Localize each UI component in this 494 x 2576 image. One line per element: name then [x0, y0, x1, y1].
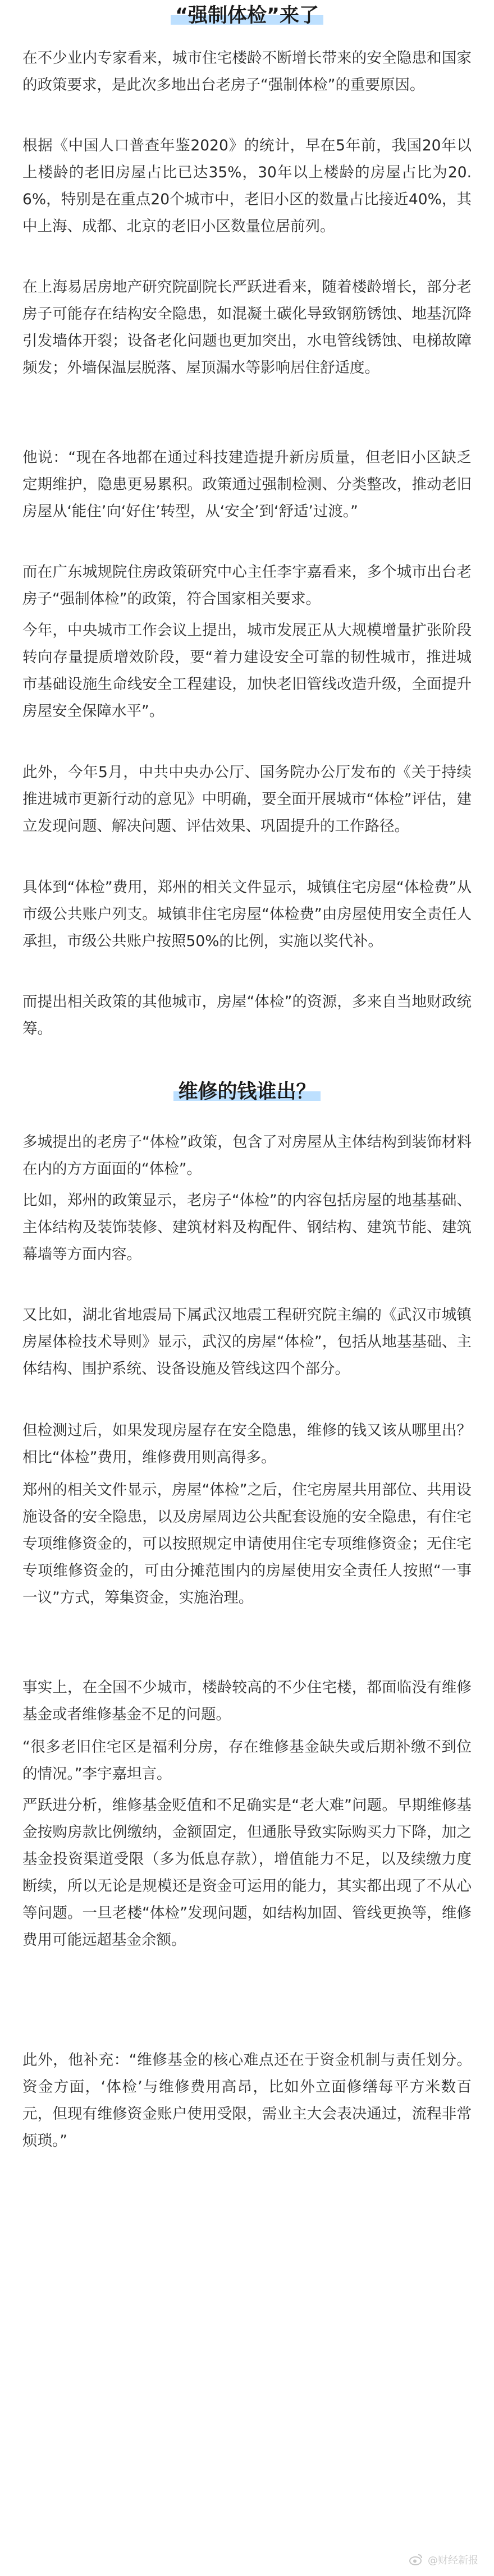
article-paragraph: 今年，中央城市工作会议上提出，城市发展正从大规模增量扩张阶段转向存量提质增效阶段，要“着力建设安全可靠的韧性城市，推进城市基础设施生命线安全工程建设，加快老旧管线改造升级，全面提升房屋安全保障水平”。: [22, 622, 472, 720]
article-paragraph: 事实上，在全国不少城市，楼龄较高的不少住宅楼，都面临没有维修基金或者维修基金不足的问题。: [22, 1679, 472, 1723]
article-paragraph: 此外，今年5月，中共中央办公厅、国务院办公厅发布的《关于持续推进城市更新行动的意见》中明确，要全面开展城市“体检”评估，建立发现问题、解决问题、评估效果、巩固提升的工作路径。: [22, 764, 472, 835]
article-paragraph: “很多老旧住宅区是福利分房，存在维修基金缺失或后期补缴不到位的情况。”李宇嘉坦言。: [22, 1738, 472, 1783]
article-paragraph: 多城提出的老房子“体检”政策，包含了对房屋从主体结构到装饰材料在内的方方面面的“体检”。: [22, 1133, 472, 1178]
section-heading-repair-funds: [0, 1076, 494, 1104]
watermark-text: @财经新报: [428, 2555, 478, 2566]
article-paragraph: 严跃进分析，维修基金贬值和不足确实是“老大难”问题。早期维修基金按购房款比例缴纳，金额固定，但通胀导致实际购买力下降，加之基金投资渠道受限（多为低息存款），增值能力不足，以及续缴力度断续，所以无论是规模还是资金可运用的能力，其实都出现了不从心等问题。一旦老楼“体检”发现问题，如结构加固、管线更换等，维修费用可能远超基金余额。: [22, 1797, 472, 1949]
article-paragraph: 此外，他补充：“维修基金的核心难点还在于资金机制与责任划分。资金方面，‘体检’与维修费用高昂，比如外立面修缮每平方米数百元，但现有维修资金账户使用受限，需业主大会表决通过，流程非常烦琐。”: [22, 2051, 472, 2150]
article-paragraph: 郑州的相关文件显示，房屋“体检”之后，住宅房屋共用部位、共用设施设备的安全隐患，以及房屋周边公共配套设施的安全隐患，有住宅专项维修资金的，可以按照规定申请使用住宅专项维修资金；无住宅专项维修资金的，可由分摊范围内的房屋使用安全责任人按照“一事一议”方式，筹集资金，实施治理。: [22, 1481, 472, 1606]
section-heading-text: “强制体检”来了: [171, 4, 323, 27]
section-heading-inspection: [0, 0, 494, 28]
article-paragraph: 他说：“现在各地都在通过科技建造提升新房质量，但老旧小区缺乏定期维护，隐患更易累积。政策通过强制检测、分类整改，推动老旧房屋从‘能住’向‘好住’转型，从‘安全’到‘舒适’过渡。”: [22, 449, 472, 520]
weibo-logo-icon: [409, 2552, 423, 2567]
watermark: [409, 2552, 478, 2567]
article-paragraph: 而在广东城规院住房政策研究中心主任李宇嘉看来，多个城市出台老房子“强制体检”的政策，符合国家相关要求。: [22, 563, 472, 608]
article-paragraph: 而提出相关政策的其他城市，房屋“体检”的资源，多来自当地财政统筹。: [22, 993, 472, 1037]
article-paragraph: 但检测过后，如果发现房屋存在安全隐患，维修的钱又该从哪里出？相比“体检”费用，维修费用则高得多。: [22, 1422, 472, 1466]
section-heading-text: 维修的钱谁出？: [173, 1081, 320, 1103]
article-paragraph: 比如，郑州的政策显示，老房子“体检”的内容包括房屋的地基基础、主体结构及装饰装修、建筑材料及构配件、钢结构、建筑节能、建筑幕墙等方面内容。: [22, 1192, 472, 1263]
article-paragraph: 具体到“体检”费用，郑州的相关文件显示，城镇住宅房屋“体检费”从市级公共账户列支。城镇非住宅房屋“体检费”由房屋使用安全责任人承担，市级公共账户按照50%的比例，实施以奖代补。: [22, 879, 472, 950]
article-paragraph: 在上海易居房地产研究院副院长严跃进看来，随着楼龄增长，部分老房子可能存在结构安全隐患，如混凝土碳化导致钢筋锈蚀、地基沉降引发墙体开裂；设备老化问题也更加突出，水电管线锈蚀、电梯故障频发；外墙保温层脱落、屋顶漏水等影响居住舒适度。: [22, 278, 472, 376]
article-paragraph: 又比如，湖北省地震局下属武汉地震工程研究院主编的《武汉市城镇房屋体检技术导则》显示，武汉的房屋“体检”，包括从地基基础、主体结构、围护系统、设备设施及管线这四个部分。: [22, 1306, 472, 1377]
article-paragraph: 根据《中国人口普查年鉴2020》的统计，早在5年前，我国20年以上楼龄的老旧房屋占比已达35%，30年以上楼龄的房屋占比为20.6%，特别是在重点20个城市中，老旧小区的数量占比接近40%，其中上海、成都、北京的老旧小区数量位居前列。: [22, 137, 472, 235]
article-paragraph: 在不少业内专家看来，城市住宅楼龄不断增长带来的安全隐患和国家的政策要求，是此次多地出台老房子“强制体检”的重要原因。: [22, 49, 472, 94]
